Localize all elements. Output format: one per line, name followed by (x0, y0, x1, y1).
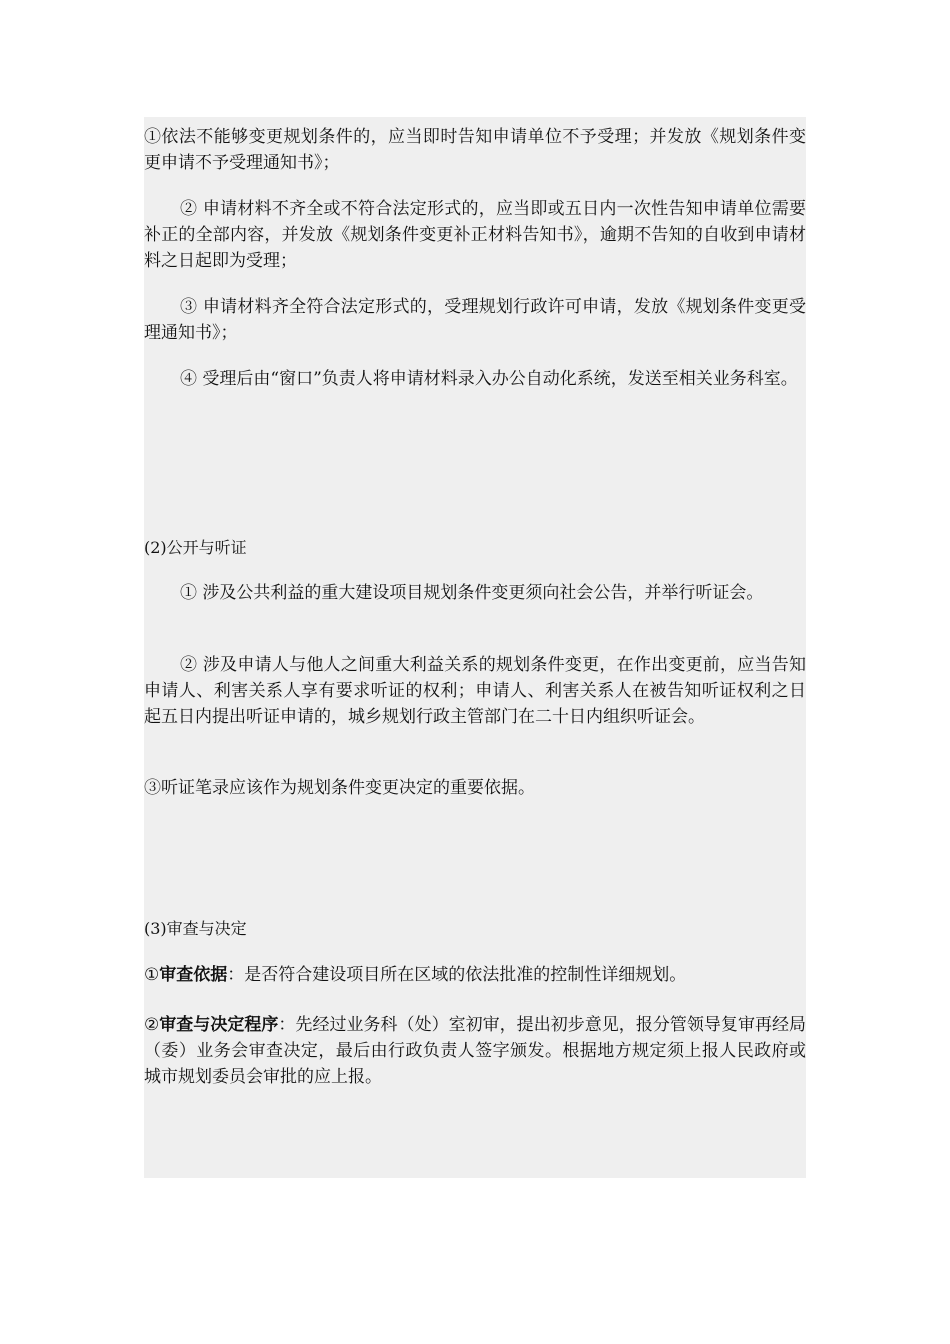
paragraph-1-3: ③ 申请材料齐全符合法定形式的，受理规划行政许可申请，发放《规划条件变更受理通知书》； (144, 297, 806, 343)
item-label-bold: 审查依据 (159, 965, 228, 985)
item-label-bold: 审查与决定程序 (159, 1015, 279, 1035)
paragraph-1-4: ④ 受理后由“窗口”负责人将申请材料录入办公自动化系统，发送至相关业务科室。 (180, 369, 798, 389)
item-text: ：是否符合建设项目所在区域的依法批准的控制性详细规划。 (227, 965, 687, 985)
paragraph-1-2: ② 申请材料不齐全或不符合法定形式的，应当即或五日内一次性告知申请单位需要补正的全部内容，并发放《规划条件变更补正材料告知书》，逾期不告知的自收到申请材料之日起即为受理； (144, 199, 806, 271)
item-number: ① (144, 965, 160, 985)
paragraph-1-1: ①依法不能够变更规划条件的，应当即时告知申请单位不予受理；并发放《规划条件变更申请不予受理通知书》； (144, 127, 806, 173)
section-heading-2: (2)公开与听证 (144, 538, 247, 557)
item-text: ：先经过业务科（处）室初审，提出初步意见，报分管领导复审再经局（委）业务会审查决定，最后由行政负责人签字颁发。根据地方规定须上报人民政府或城市规划委员会审批的应上报。 (144, 1015, 806, 1087)
item-number: ② (144, 1015, 160, 1035)
paragraph-2-1: ① 涉及公共利益的重大建设项目规划条件变更须向社会公告，并举行听证会。 (180, 583, 764, 603)
paragraph-2-3: ③听证笔录应该作为规划条件变更决定的重要依据。 (144, 778, 535, 798)
paragraph-3-2 (144, 1012, 806, 1090)
paragraph-2-2: ② 涉及申请人与他人之间重大利益关系的规划条件变更，在作出变更前，应当告知申请人、利害关系人享有要求听证的权利；申请人、利害关系人在被告知听证权利之日起五日内提出听证申请的，城乡规划行政主管部门在二十日内组织听证会。 (144, 655, 806, 727)
section-heading-3: (3)审查与决定 (144, 919, 247, 938)
paragraph-3-1 (144, 962, 806, 988)
